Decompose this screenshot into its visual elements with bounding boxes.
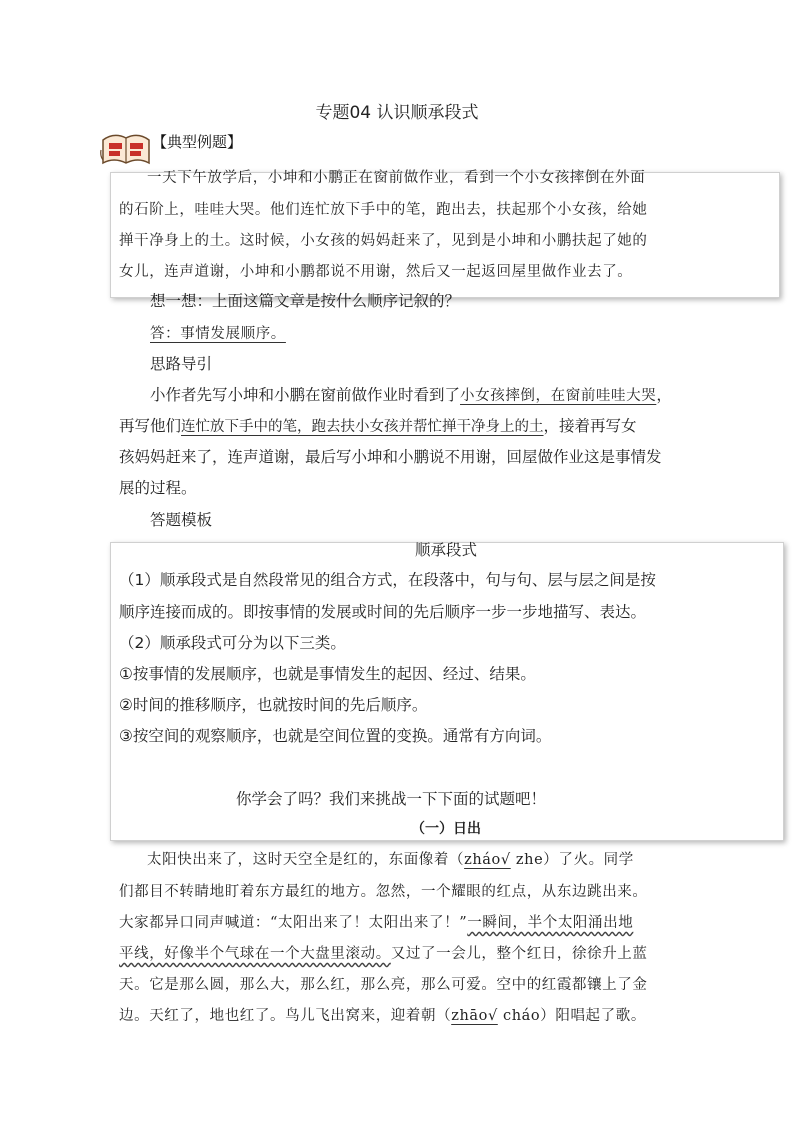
passage1-line-2: 的石阶上，哇哇大哭。他们连忙放下手中的笔，跑出去，扶起那个小女孩，给她 <box>119 202 648 218</box>
guide-line-3: 孩妈妈赶来了，连声道谢，最后写小坤和小鹏说不用谢，回屋做作业这是事情发 <box>119 448 662 466</box>
template-heading: 答题模板 <box>150 511 213 529</box>
page-title: 专题04 认识顺承段式 <box>315 103 479 123</box>
passage2-line-6: 边。天红了，地也红了。鸟儿飞出窝来，迎着朝（zhāo√ cháo）阳唱起了歌。 <box>119 1008 646 1024</box>
question: 想一想：上面这篇文章是按什么顺序记叙的？ <box>150 292 461 310</box>
passage2-line-4: 平线，好像半个气球在一个大盘里滚动。又过了一会儿，整个红日，徐徐升上蓝 <box>119 946 648 962</box>
template-line-2: 顺序连接而成的。即按事情的发展或时间的先后顺序一步一步地描写、表达。 <box>119 603 647 621</box>
guide-line-1: 小作者先写小坤和小鹏在窗前做作业时看到了小女孩摔倒，在窗前哇哇大哭， <box>150 386 672 404</box>
template-line-1: （1）顺承段式是自然段常见的组合方式，在段落中，句与句、层与层之间是按 <box>119 571 656 589</box>
passage2-line-5: 天。它是那么圆，那么大，那么红，那么亮，那么可爱。空中的红霞都镶上了金 <box>119 977 648 993</box>
template-line-6: ③按空间的观察顺序，也就是空间位置的变换。通常有方向词。 <box>119 727 552 745</box>
passage1-line-3: 掸干净身上的土。这时候，小女孩的妈妈赶来了，见到是小坤和小鹏扶起了她的 <box>119 233 648 249</box>
guide-line-4: 展的过程。 <box>119 479 197 497</box>
challenge-prompt: 你学会了吗？我们来挑战一下下面的试题吧！ <box>236 790 547 808</box>
guide-line-2: 再写他们连忙放下手中的笔，跑去扶小女孩并帮忙掸干净身上的土，接着再写女 <box>119 417 637 435</box>
answer: 答：事情发展顺序。 <box>150 326 286 342</box>
template-line-3: （2）顺承段式可分为以下三类。 <box>119 634 346 652</box>
passage1-line-4: 女儿，连声道谢，小坤和小鹏都说不用谢，然后又一起返回屋里做作业去了。 <box>119 264 633 280</box>
passage1-line-1: 一天下午放学后，小坤和小鹏正在窗前做作业，看到一个小女孩摔倒在外面 <box>147 170 646 186</box>
template-box-heading: 顺承段式 <box>414 541 477 559</box>
section-tag: 【典型例题】 <box>152 133 243 151</box>
template-line-4: ①按事情的发展顺序，也就是事情发生的起因、经过、结果。 <box>119 665 536 683</box>
template-line-5: ②时间的推移顺序，也就按时间的先后顺序。 <box>119 696 428 714</box>
passage2-line-3: 大家都异口同声喊道：“太阳出来了！太阳出来了！”一瞬间，半个太阳涌出地 <box>119 915 634 931</box>
exercise-title: （一）日出 <box>411 821 481 837</box>
passage2-line-2: 们都目不转睛地盯着东方最红的地方。忽然，一个耀眼的红点，从东边跳出来。 <box>119 884 648 900</box>
open-book-icon <box>100 130 152 168</box>
guide-heading: 思路导引 <box>150 355 213 373</box>
passage2-line-1: 太阳快出来了，这时天空全是红的，东面像着（zháo√ zhe）了火。同学 <box>147 852 634 868</box>
